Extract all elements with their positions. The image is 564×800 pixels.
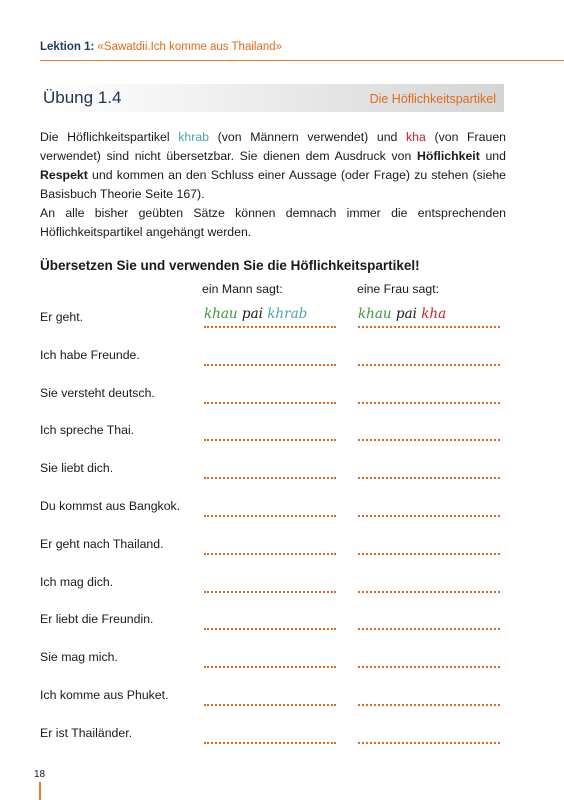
answer-line-woman[interactable] [358,650,500,668]
answer-line-woman[interactable] [358,348,500,366]
exercise-row [0,461,564,481]
german-sentence: Er geht nach Thailand. [40,536,164,551]
answer-line-man[interactable] [204,306,336,328]
german-sentence: Ich komme aus Phuket. [40,688,169,702]
answer-line-woman[interactable] [358,306,500,328]
example-answer-woman: khau pai kha [358,306,447,322]
answer-line-woman[interactable] [358,499,500,517]
german-sentence: Sie liebt dich. [40,461,114,476]
answer-line-man[interactable] [204,688,336,706]
lesson-number: Lektion 1: [40,41,95,53]
page-marker-bar [39,782,41,800]
column-header-woman: eine Frau sagt: [357,282,440,296]
german-sentence: Ich spreche Thai. [40,423,135,438]
particle-kha: kha [406,130,426,144]
answer-line-woman[interactable] [358,726,500,744]
exercise-subtitle: Die Höflichkeitspartikel [369,92,496,106]
german-sentence: Sie mag mich. [40,650,118,665]
example-answer-man: khau pai khrab [204,306,308,322]
answer-line-man[interactable] [204,423,336,441]
exercise-row [0,688,564,708]
exercise-row [0,499,564,519]
header-rule [40,60,564,61]
german-sentence: Er geht. [40,310,84,324]
answer-line-man[interactable] [204,650,336,668]
exercise-title: Übung 1.4 [43,88,122,107]
lesson-title: «Sawatdii.Ich komme aus Thailand» [97,41,283,53]
answer-line-woman[interactable] [358,688,500,706]
exercise-row [0,650,564,670]
answer-line-man[interactable] [204,386,336,404]
answer-line-woman[interactable] [358,423,500,441]
answer-line-man[interactable] [204,461,336,479]
german-sentence: Ich mag dich. [40,574,114,589]
answer-line-man[interactable] [204,348,336,366]
exercise-row [0,612,564,632]
exercise-row [0,537,564,557]
intro-paragraph: Die Höflichkeitspartikel khrab (von Männern verwendet) und kha (von Frauen verwendet) sind nicht übersetzbar. Sie dienen dem Ausdruck von Höflichkeit und Respekt und kommen an den Schluss einer Aussage (oder Frage) zu stehen (siehe Basisbuch Theorie Seite 167). An alle bisher geübten Sätze können demnach immer die entsprechenden Höflichkeitspartikel angehängt werden. [40,130,507,239]
german-sentence: Er ist Thailänder. [40,725,133,740]
instruction-heading: Übersetzen Sie und verwenden Sie die Höflichkeitspartikel! [40,258,420,273]
answer-line-man[interactable] [204,612,336,630]
answer-line-woman[interactable] [358,612,500,630]
term-hoeflichkeit: Höflichkeit [416,149,480,163]
answer-line-man[interactable] [204,575,336,593]
page-number: 18 [34,769,46,780]
german-sentence: Ich habe Freunde. [40,347,140,362]
exercise-row [0,348,564,368]
lesson-header [40,41,282,53]
answer-line-woman[interactable] [358,575,500,593]
exercise-row [0,726,564,746]
answer-line-man[interactable] [204,726,336,744]
exercise-row [0,423,564,443]
exercise-row [0,306,564,330]
german-sentence: Du kommst aus Bangkok. [40,499,181,513]
exercise-row [0,386,564,406]
answer-line-man[interactable] [204,499,336,517]
german-sentence: Sie versteht deutsch. [40,385,155,400]
term-respekt: Respekt [40,168,88,182]
exercise-row [0,575,564,595]
answer-line-woman[interactable] [358,461,500,479]
answer-line-man[interactable] [204,537,336,555]
particle-khrab: khrab [178,130,210,144]
german-sentence: Er liebt die Freundin. [40,612,154,627]
column-header-man: ein Mann sagt: [202,282,283,296]
answer-line-woman[interactable] [358,537,500,555]
answer-line-woman[interactable] [358,386,500,404]
